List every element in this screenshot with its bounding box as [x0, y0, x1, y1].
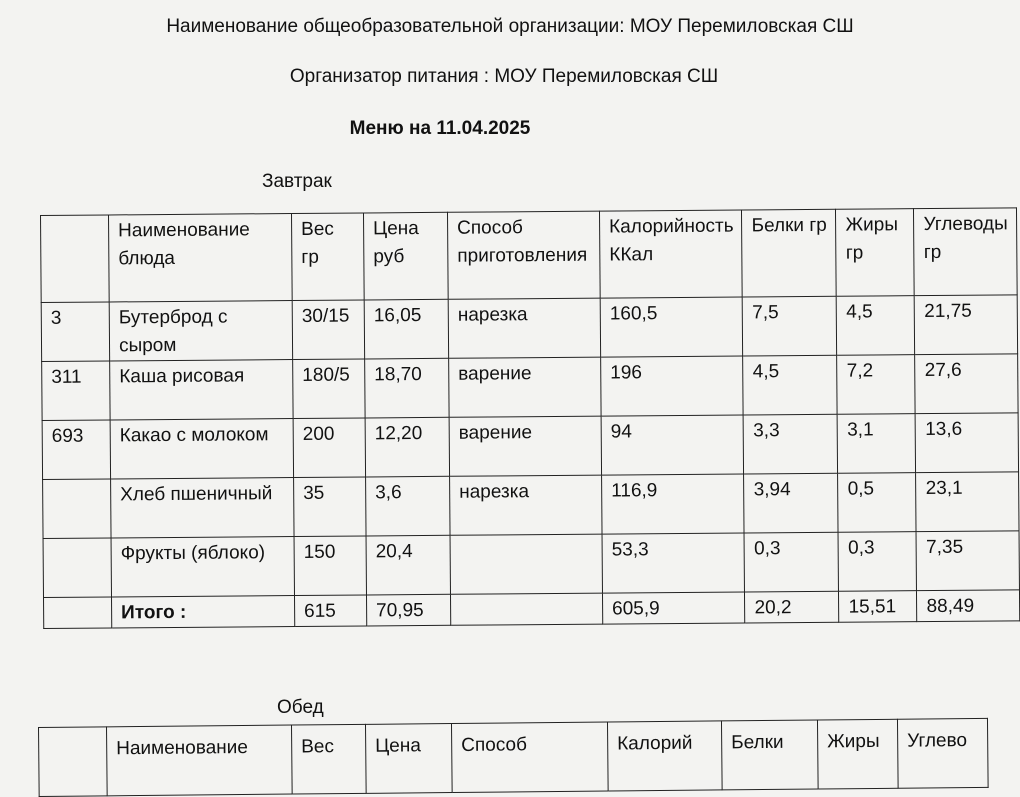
col-header-fat: Жиры: [817, 719, 898, 789]
col-header-num: [41, 215, 110, 303]
table-header-row: [41, 208, 1017, 303]
col-header-carbs: Углево: [897, 718, 988, 788]
table-row: [41, 295, 1017, 362]
cell-weight: 30/15: [292, 300, 364, 360]
col-header-protein: Белки гр: [742, 209, 837, 297]
cell-name: Бутерброд с сыром: [109, 301, 292, 361]
cell-carbs: 13,6: [916, 413, 1019, 473]
cell-price: 16,05: [364, 299, 448, 359]
cell-weight: 200: [293, 418, 365, 478]
cell-method: нарезка: [450, 475, 602, 535]
total-method: [450, 593, 602, 625]
cell-method: [450, 534, 602, 594]
col-header-calories: Калорийность ККал: [599, 210, 742, 298]
cell-price: 3,6: [366, 476, 450, 536]
total-calories: 605,9: [602, 592, 745, 624]
cell-method: нарезка: [448, 298, 600, 358]
col-header-name: Наименование блюда: [109, 214, 293, 302]
col-header-weight: Вес гр: [291, 213, 364, 301]
caterer-line: Организатор питания : МОУ Перемиловская СШ: [289, 66, 719, 87]
cell-calories: 196: [601, 356, 744, 416]
table-row: [42, 354, 1018, 421]
cell-carbs: 27,6: [915, 354, 1018, 414]
col-header-carbs: Углеводы гр: [914, 208, 1017, 296]
cell-protein: 3,3: [744, 414, 838, 474]
menu-date-title: Меню на 11.04.2025: [349, 118, 531, 139]
cell-calories: 160,5: [600, 297, 743, 357]
col-header-name: Наименование: [107, 725, 293, 796]
total-row: [44, 590, 1020, 629]
cell-fat: 3,1: [838, 414, 916, 474]
cell-num: [43, 479, 111, 539]
cell-method: варение: [449, 357, 601, 417]
cell-weight: 180/5: [293, 359, 365, 419]
cell-name: Фрукты (яблоко): [111, 537, 294, 597]
cell-num: [44, 597, 112, 629]
breakfast-table: [40, 207, 1020, 629]
cell-num: 311: [42, 361, 110, 421]
col-header-calories: Калорий: [607, 721, 722, 791]
table-header-row: [39, 718, 989, 796]
cell-weight: 35: [294, 477, 366, 537]
cell-num: [43, 538, 111, 598]
cell-carbs: 23,1: [916, 472, 1019, 532]
col-header-method: Способ приготовления: [447, 211, 600, 299]
col-header-price: Цена: [365, 724, 452, 794]
col-header-method: Способ: [451, 722, 608, 792]
table-row: [43, 531, 1019, 598]
col-header-protein: Белки: [721, 720, 818, 790]
breakfast-heading: Завтрак: [262, 171, 332, 192]
cell-carbs: 7,35: [916, 531, 1019, 591]
cell-calories: 94: [601, 415, 744, 475]
cell-weight: 150: [294, 536, 366, 596]
cell-protein: 0,3: [744, 532, 838, 592]
table-row: [43, 472, 1019, 539]
lunch-table: [38, 718, 989, 797]
cell-name: Какао с молоком: [110, 419, 293, 479]
col-header-num: [39, 727, 108, 797]
cell-num: 3: [41, 302, 109, 362]
total-weight: 615: [294, 595, 366, 627]
col-header-price: Цена руб: [363, 212, 448, 300]
cell-calories: 53,3: [602, 533, 745, 593]
cell-price: 12,20: [365, 417, 449, 477]
cell-name: Хлеб пшеничный: [111, 478, 294, 538]
cell-fat: 0,3: [838, 532, 916, 592]
cell-carbs: 21,75: [915, 295, 1018, 355]
total-label: Итого :: [112, 596, 295, 628]
cell-fat: 7,2: [837, 355, 915, 415]
cell-price: 18,70: [365, 358, 449, 418]
cell-fat: 0,5: [838, 473, 916, 533]
cell-protein: 4,5: [743, 355, 837, 415]
cell-protein: 3,94: [744, 473, 838, 533]
col-header-weight: Вес: [291, 724, 366, 794]
total-protein: 20,2: [745, 591, 839, 623]
organization-title: Наименование общеобразовательной организации: МОУ Перемиловская СШ: [166, 16, 854, 37]
cell-calories: 116,9: [602, 474, 745, 534]
total-price: 70,95: [366, 594, 450, 626]
cell-name: Каша рисовая: [110, 360, 293, 420]
cell-fat: 4,5: [837, 296, 915, 356]
cell-method: варение: [449, 416, 601, 476]
cell-price: 20,4: [366, 535, 450, 595]
total-fat: 15,51: [839, 591, 917, 623]
cell-protein: 7,5: [743, 296, 837, 356]
cell-num: 693: [42, 420, 110, 480]
col-header-fat: Жиры гр: [836, 209, 915, 297]
table-row: [42, 413, 1018, 480]
total-carbs: 88,49: [917, 590, 1019, 622]
lunch-heading: Обед: [277, 697, 324, 718]
